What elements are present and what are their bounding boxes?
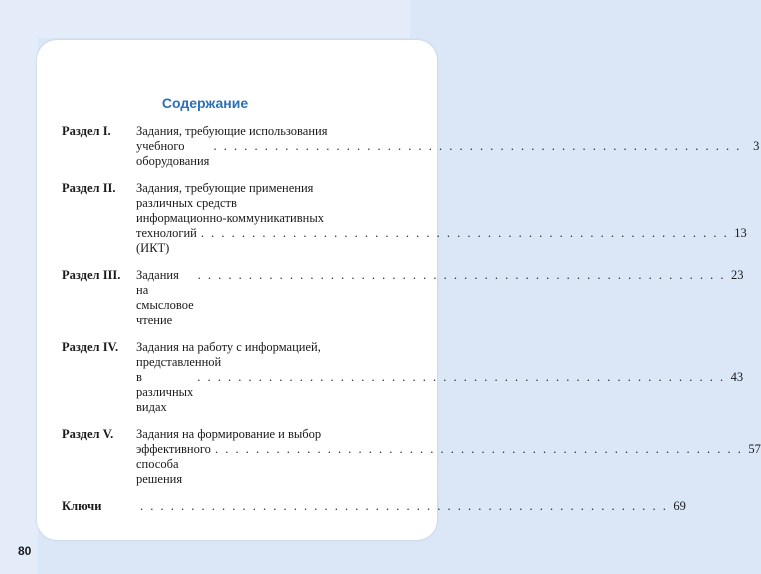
toc-entry-last-line	[136, 370, 743, 415]
dot-leader: . . . . . . . . . . . . . . . . . . . . . . . . . . . . . . . . . . . . . . . . . . . . . . . . . . . .	[197, 370, 726, 384]
toc-entry[interactable]	[62, 499, 686, 514]
left-background-band	[0, 0, 38, 574]
toc-entry[interactable]	[62, 340, 744, 415]
toc-entry-title-line: в различных видах	[136, 370, 194, 414]
toc-entry-last-line	[136, 226, 747, 256]
table-of-contents	[62, 124, 761, 526]
toc-entry-title-line: Задания, требующие применения	[136, 181, 314, 195]
toc-entry-label: Раздел IV.	[62, 340, 119, 354]
toc-entry-title-line: учебного оборудования	[136, 139, 210, 168]
dot-leader: . . . . . . . . . . . . . . . . . . . . . . . . . . . . . . . . . . . . . . . . . . . . . . . . . . . .	[214, 442, 743, 456]
page-number: 80	[18, 544, 32, 558]
toc-entry-title-line: представленной	[136, 355, 222, 369]
toc-entry-title-line: различных средств	[136, 196, 237, 210]
dot-leader: . . . . . . . . . . . . . . . . . . . . . . . . . . . . . . . . . . . . . . . . . . . . . . . . . . . .	[200, 226, 729, 240]
toc-entry-title-line: эффективного способа решения	[136, 442, 211, 486]
toc-entry-title	[136, 340, 743, 415]
toc-entry-title	[136, 268, 744, 328]
toc-entry-last-line	[136, 139, 759, 169]
toc-entry-last-line	[136, 268, 744, 328]
toc-entry-label: Ключи	[62, 499, 102, 513]
toc-entry-title	[136, 427, 761, 487]
toc-entry-title	[136, 499, 686, 514]
toc-entry-title-line: Задания на смысловое чтение	[136, 268, 194, 327]
toc-entry-page: 57	[748, 442, 761, 456]
toc-entry-title-line: Задания на работу с информацией,	[136, 340, 321, 354]
toc-entry-page: 69	[673, 499, 686, 513]
toc-entry[interactable]	[62, 268, 744, 328]
toc-entry-title	[136, 124, 759, 169]
toc-entry[interactable]	[62, 124, 760, 169]
toc-entry-label: Раздел I.	[62, 124, 111, 138]
toc-entry-title-line: Задания на формирование и выбор	[136, 427, 322, 441]
toc-entry[interactable]	[62, 181, 747, 256]
toc-entry-title	[136, 181, 747, 256]
toc-entry-last-line	[136, 442, 761, 487]
toc-entry[interactable]	[62, 427, 761, 487]
toc-entry-last-line	[136, 499, 686, 514]
dot-leader: . . . . . . . . . . . . . . . . . . . . . . . . . . . . . . . . . . . . . . . . . . . . . . . . . . . .	[197, 268, 726, 282]
dot-leader: . . . . . . . . . . . . . . . . . . . . . . . . . . . . . . . . . . . . . . . . . . . . . . . . . . . .	[213, 139, 742, 153]
top-background-band	[0, 0, 410, 38]
dot-leader: . . . . . . . . . . . . . . . . . . . . . . . . . . . . . . . . . . . . . . . . . . . . . . . . . . . .	[140, 499, 668, 513]
toc-entry-label: Раздел III.	[62, 268, 121, 282]
toc-entry-page: 23	[731, 268, 744, 282]
toc-entry-label: Раздел II.	[62, 181, 116, 195]
toc-entry-page: 3	[753, 139, 760, 153]
toc-entry-page: 43	[730, 370, 744, 384]
contents-title: Содержание	[161, 95, 249, 111]
toc-entry-title-line: технологий (ИКТ)	[136, 226, 197, 255]
toc-entry-page: 13	[734, 226, 747, 240]
toc-entry-label: Раздел V.	[62, 427, 114, 441]
toc-entry-title-line: Задания, требующие использования	[136, 124, 328, 138]
toc-entry-title-line: информационно-коммуникативных	[136, 211, 324, 225]
